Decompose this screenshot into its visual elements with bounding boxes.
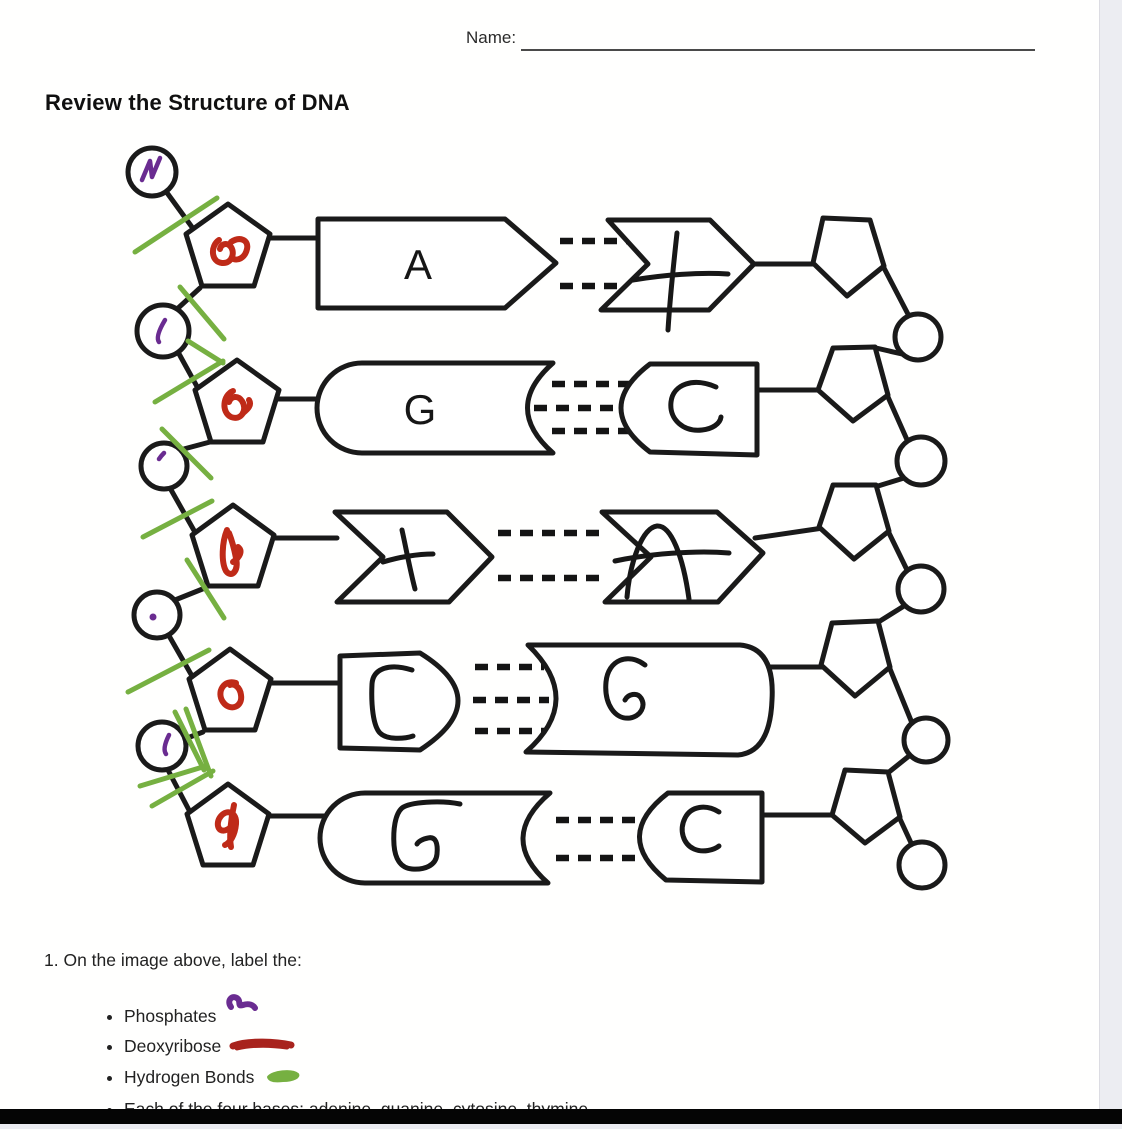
- hydrogen-bond-dashes: [534, 384, 630, 431]
- deoxyribose-pentagon: [189, 649, 271, 730]
- bottom-black-bar: [0, 1109, 1122, 1124]
- phosphate-color-mark: [224, 992, 260, 1019]
- name-label: Name:: [466, 28, 517, 47]
- deoxyribose-pentagon: [819, 485, 889, 559]
- deoxyribose-pentagon: [821, 621, 890, 696]
- phosphate-circle: [137, 305, 189, 357]
- phosphate-circle: [138, 722, 186, 770]
- question-text: 1. On the image above, label the:: [44, 950, 302, 970]
- base-block-adenine: [318, 219, 556, 308]
- phosphate-circle: [897, 437, 945, 485]
- hydrogen-bond-dashes: [498, 533, 604, 578]
- page-title: Review the Structure of DNA: [45, 90, 350, 115]
- hydrogen-bonds-color-mark: [262, 1067, 302, 1090]
- phosphate-circle: [899, 842, 945, 888]
- phosphate-circle: [898, 566, 944, 612]
- deoxyribose-color-mark: [229, 1037, 295, 1058]
- phosphate-circle: [134, 592, 180, 638]
- right-strand-units: [813, 218, 948, 888]
- deoxyribose-pentagon: [813, 218, 884, 296]
- base-block-guanine: [526, 645, 772, 755]
- printed-base-letter: A: [403, 241, 433, 288]
- bullet-hydrogen-bonds: • Hydrogen Bonds: [124, 1067, 588, 1090]
- hydrogen-bond-dashes: [556, 820, 636, 858]
- deoxyribose-pentagon: [818, 347, 888, 421]
- deoxyribose-pentagon: [832, 770, 900, 843]
- phosphate-circle: [904, 718, 948, 762]
- hydrogen-bond-dashes: [473, 667, 549, 731]
- phosphate-circle: [895, 314, 941, 360]
- bullet-phosphates: • Phosphates: [124, 992, 588, 1027]
- printed-base-letter: G: [403, 386, 437, 433]
- base-block-cytosine: [621, 364, 757, 455]
- bullet-deoxyribose: • Deoxyribose: [124, 1036, 588, 1058]
